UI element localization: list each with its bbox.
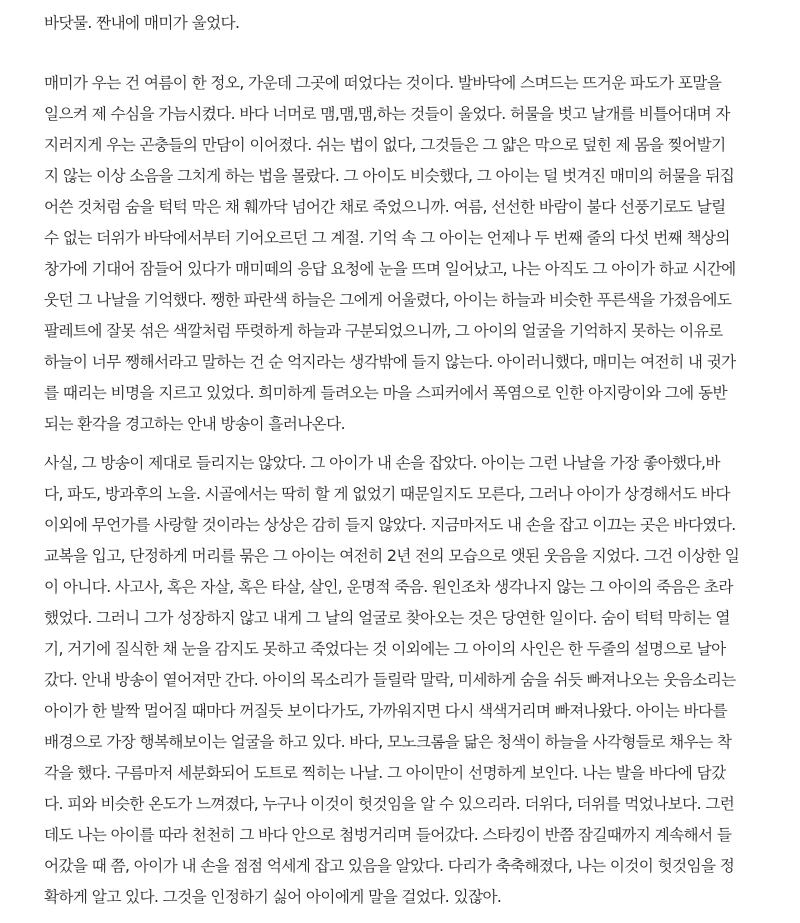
text-line: 다, 파도, 방과후의 노을. 시골에서는 딱히 할 게 없었기 때문일지도 모른다, 그러나 아이가 상경해서도 바다: [44, 485, 730, 503]
text-line: 하늘이 너무 쨍해서라고 말하는 건 순 억지라는 생각밖에 들지 않는다. 아이러니했다, 매미는 여전히 내 귓가: [44, 353, 736, 371]
text-line: 수 없는 더위가 바닥에서부터 기어오르던 그 계절. 기억 속 그 아이는 언제나 두 번째 줄의 다섯 번째 책상의: [44, 229, 730, 247]
text-line: 기, 거기에 질식한 채 눈을 감지도 못하고 죽었다는 것 이외에는 그 아이의 사인은 한 두줄의 설명으로 날아: [44, 640, 726, 658]
text-line: 지러지게 우는 곤충들의 만담이 이어졌다. 쉬는 법이 없다, 그것들은 그 얇은 막으로 덮힌 제 몸을 찢어발기: [44, 136, 726, 154]
text-line: 다. 피와 비슷한 온도가 느껴졌다, 누구나 이것이 헛것임을 알 수 있으리라. 더위다, 더위를 먹었나보다. 그런: [44, 795, 735, 813]
text-line: 이 아니다. 사고사, 혹은 자살, 혹은 타살, 살인, 운명적 죽음. 원인조차 생각나지 않는 그 아이의 죽음은 초라: [44, 578, 733, 596]
text-line: 어쓴 것처럼 숨을 턱턱 막은 채 훼까닥 넘어간 채로 죽었으니까. 여름, 선선한 바람이 불다 선풍기로도 날릴: [44, 198, 726, 216]
text-line: 데도 나는 아이를 따라 천천히 그 바다 안으로 첨벙거리며 들어갔다. 스타킹이 반쯤 잠길때까지 계속해서 들: [44, 826, 732, 844]
text-line: 배경으로 가장 행복해보이는 얼굴을 하고 있다. 바다, 모노크롬을 닮은 청색이 하늘을 사각형들로 채우는 착: [44, 733, 732, 751]
text-line: 일으켜 제 수심을 가늠시켰다. 바다 너머로 맴,맴,맴,하는 것들이 울었다. 허물을 벗고 날개를 비틀어대며 자: [44, 105, 730, 123]
text-line: 갔다. 안내 방송이 옅어져만 간다. 아이의 목소리가 들릴락 말락, 미세하게 숨을 쉬듯 빠져나오는 웃음소리는: [44, 671, 736, 689]
text-line: 창가에 기대어 잠들어 있다가 매미떼의 응답 요청에 눈을 뜨며 일어났고, 나는 아직도 그 아이가 하교 시간에: [44, 260, 736, 278]
text-line: 사실, 그 방송이 제대로 들리지는 않았다. 그 아이가 내 손을 잡았다. 아이는 그런 나날을 가장 좋아했다,바: [44, 454, 720, 472]
text-line: 확하게 알고 있다. 그것을 인정하기 싫어 아이에게 말을 걸었다. 있잖아.: [44, 888, 502, 906]
text-line: 지 않는 이상 소음을 그치게 하는 법을 몰랐다. 그 아이도 비슷했다, 그 아이는 덜 벗겨진 매미의 허물을 뒤집: [44, 167, 735, 185]
document-heading: 바닷물. 짠내에 매미가 울었다.: [44, 14, 240, 32]
text-line: 이외에 무언가를 사랑할 것이라는 상상은 감히 들지 않았다. 지금마저도 내 손을 잡고 이끄는 곳은 바다였다.: [44, 516, 736, 534]
text-line: 를 때리는 비명을 지르고 있었다. 희미하게 들려오는 마을 스피커에서 폭염으로 인한 아지랑이와 그에 동반: [44, 384, 727, 402]
text-line: 교복을 입고, 단정하게 머리를 묶은 그 아이는 여전히 2년 전의 모습으로 앳된 웃음을 지었다. 그건 이상한 일: [44, 547, 740, 565]
text-line: 웃던 그 나날을 기억했다. 쨍한 파란색 하늘은 그에게 어울렸다, 아이는 하늘과 비슷한 푸른색을 가졌음에도: [44, 291, 732, 309]
text-line: 어갔을 때 쯤, 아이가 내 손을 점점 억세게 잡고 있음을 알았다. 다리가 축축해졌다, 나는 이것이 헛것임을 정: [44, 857, 735, 875]
text-line: 팔레트에 잘못 섞은 색깔처럼 뚜렷하게 하늘과 구분되었으니까, 그 아이의 얼굴을 기억하지 못하는 이유로: [44, 322, 723, 340]
text-line: 아이가 한 발짝 멀어질 때마다 꺼질듯 보이다가도, 가까워지면 다시 색색거리며 빠져나왔다. 아이는 바다를: [44, 702, 727, 720]
text-line: 매미가 우는 건 여름이 한 정오, 가운데 그곳에 떠었다는 것이다. 발바닥에 스며드는 뜨거운 파도가 포말을: [44, 74, 722, 92]
text-line: 했었다. 그러니 그가 성장하지 않고 내게 그 날의 얼굴로 찾아오는 것은 당연한 일이다. 숨이 턱턱 막히는 열: [44, 609, 730, 627]
text-line: 되는 환각을 경고하는 안내 방송이 흘러나온다.: [44, 415, 345, 433]
text-line: 각을 했다. 구름마저 세분화되어 도트로 찍히는 나날. 그 아이만이 선명하게 보인다. 나는 발을 바다에 담갔: [44, 764, 726, 782]
